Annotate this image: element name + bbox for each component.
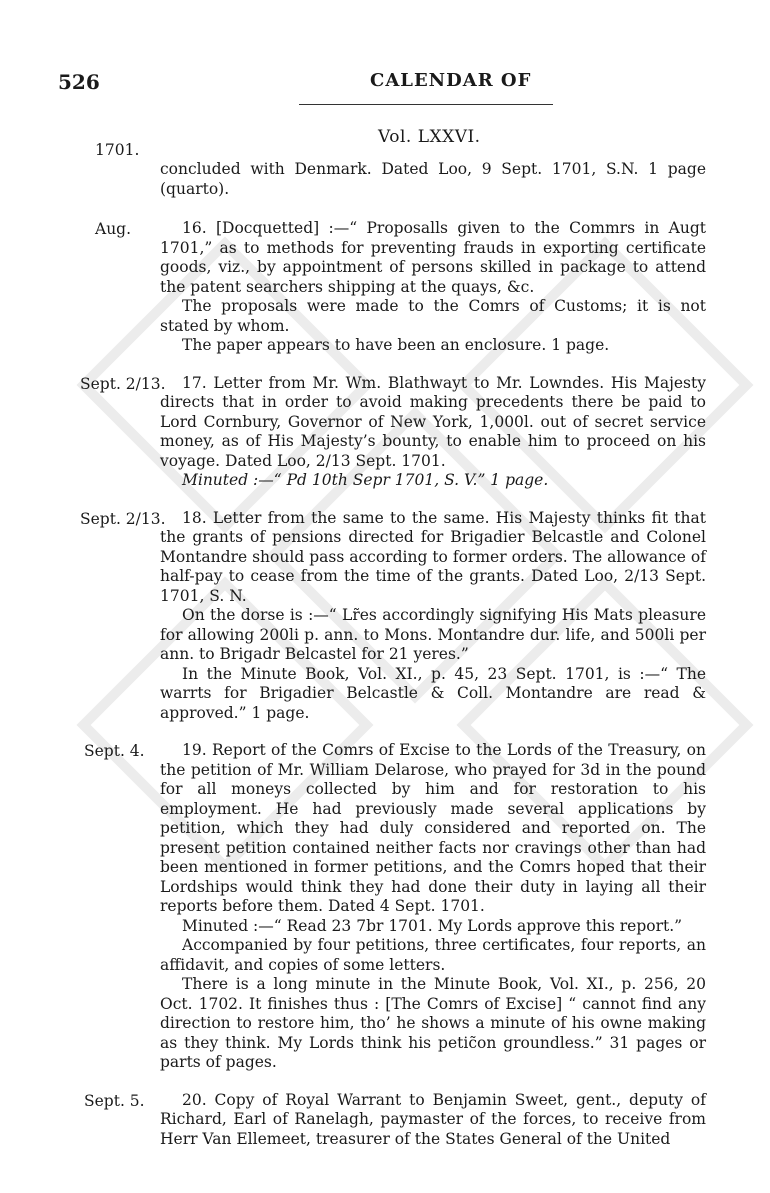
calendar-entry xyxy=(0,741,770,1073)
entry-date: Sept. 2/13. xyxy=(80,509,166,528)
entry-date: Sept. 2/13. xyxy=(80,374,166,393)
running-title: CALENDAR OF xyxy=(370,70,532,91)
entry-paragraph: concluded with Denmark. Dated Loo, 9 Sept. 1701, S.N. 1 page (quarto). xyxy=(160,160,706,198)
entry-paragraph: On the dorse is :—“ Lr̃es accordingly signifying His Mats pleasure for allowing 200li p. ann. to Mons. Montandre dur. life, and 500li per ann. to Brigadr Belcastel for 21 yeres.” xyxy=(160,606,706,663)
entry-date: Sept. 5. xyxy=(84,1091,145,1110)
entry-body xyxy=(160,144,706,199)
entry-body xyxy=(160,509,706,724)
entry-body xyxy=(160,374,706,491)
entry-paragraph: Accompanied by four petitions, three certificates, four reports, an affidavit, and copies of some letters. xyxy=(160,936,706,974)
page-header xyxy=(0,70,770,100)
entry-body xyxy=(160,219,706,356)
calendar-entry xyxy=(0,509,770,724)
entry-body xyxy=(160,741,706,1073)
entry-paragraph: 20. Copy of Royal Warrant to Benjamin Sweet, gent., deputy of Richard, Earl of Ranelagh, paymaster of the forces, to receive from Herr Van Ellemeet, treasurer of the States General of the United xyxy=(160,1090,706,1148)
calendar-entries xyxy=(0,140,770,1165)
entry-paragraph: There is a long minute in the Minute Book, Vol. XI., p. 256, 20 Oct. 1702. It finishes thus : [The Comrs of Excise] “ cannot find any direction to restore him, tho’ he shows a minute of his owne making as they think. My Lords think his petic̃on groundless.” 31 pages or parts of pages. xyxy=(160,975,706,1071)
calendar-entry xyxy=(0,1091,770,1150)
page-number: 526 xyxy=(58,70,100,94)
entry-paragraph: 16. [Docquetted] :—“ Proposalls given to the Commrs in Augt 1701,” as to methods for preventing frauds in exporting certificate goods, viz., by appointment of persons skilled in package to attend the patent searchers shipping at the quays, &c. xyxy=(160,219,706,296)
entry-paragraph: 19. Report of the Comrs of Excise to the Lords of the Treasury, on the petition of Mr. William Delarose, who prayed for 3d in the pound for all moneys collected by him and for restoration to his employment. He had previously made several applications by petition, which they had duly considered and reported on. The present petition contained neither facts nor cravings other than had been mentioned in former petitions, and the Comrs hoped that their Lordships would think they had done their duty in laying all their reports before them. Dated 4 Sept. 1701. xyxy=(160,741,706,915)
header-rule xyxy=(299,104,553,105)
entry-paragraph: In the Minute Book, Vol. XI., p. 45, 23 Sept. 1701, is :—“ The warrts for Brigadier Belcastle & Coll. Montandre are read & approved.” 1 page. xyxy=(160,664,706,722)
entry-paragraph: Minuted :—“ Read 23 7br 1701. My Lords approve this report.” xyxy=(182,916,683,935)
entry-date: Sept. 4. xyxy=(84,742,145,760)
entry-paragraph: The proposals were made to the Comrs of Customs; it is not stated by whom. xyxy=(160,297,706,335)
entry-paragraph: 18. Letter from the same to the same. His Majesty thinks fit that the grants of pensions directed for Brigadier Belcastle and Colonel Montandre should pass according to former orders. The allowance of half-pay to cease from the time of the grants. Dated Loo, 2/13 Sept. 1701, S. N. xyxy=(160,508,706,605)
calendar-entry xyxy=(0,374,770,491)
entry-body xyxy=(160,1091,706,1150)
entry-paragraph: The paper appears to have been an enclosure. 1 page. xyxy=(182,336,610,354)
entry-paragraph: 17. Letter from Mr. Wm. Blathwayt to Mr. Lowndes. His Majesty directs that in order to avoid making precedents there be paid to Lord Cornbury, Governor of New York, 1,000l. out of secret service money, as of His Majesty’s bounty, to enable him to proceed on his voyage. Dated Loo, 2/13 Sept. 1701. xyxy=(160,373,706,470)
calendar-entry xyxy=(0,141,770,199)
entry-paragraph: Minuted :—“ Pd 10th Sepr 1701, S. V.” 1 page. xyxy=(182,471,549,489)
entry-date: Aug. xyxy=(95,220,132,238)
entry-date: 1701. xyxy=(95,141,140,159)
volume-heading: Vol. LXXVI. xyxy=(378,127,481,147)
calendar-entry xyxy=(0,219,770,356)
